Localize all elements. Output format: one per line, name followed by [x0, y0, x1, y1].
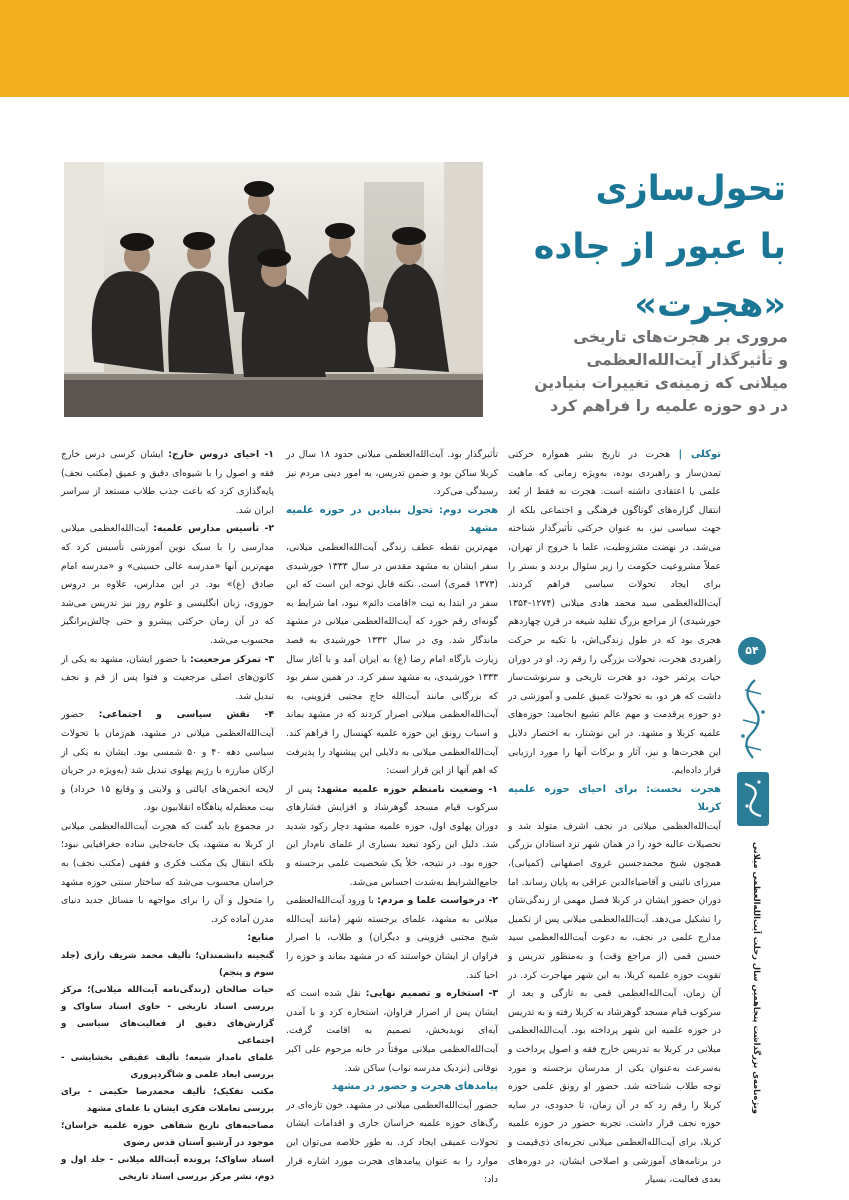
section-heading-consequences: پیامدهای هجرت و حضور در مشهد [331, 1081, 498, 1093]
list-item [286, 985, 498, 1078]
list-item-text: پس از سرکوب قیام مسجد گوهرشاد و افزایش فشارهای دوران پهلوی اول، حوزه علمیه مشهد دچار رکود شدید شد. دلیل این رکود تبعید بسیاری از علمای نام‌دار این حوزه بود. در نتیجه، خلأ یک شخصیت علمی برجسته و جامع‌الشرایط به‌شدت احساس می‌شد. [286, 783, 498, 888]
title-line-2: با عبور از جاده [533, 227, 786, 267]
paragraph-continuation: تأثیرگذار بود. آیت‌الله‌العظمی میلانی حدود ۱۸ سال در کربلا ساکن بود و ضمن تدریس، به امور دینی مردم نیز رسیدگی می‌کرد. [286, 449, 499, 498]
title-line-1: تحول‌سازی [595, 169, 786, 209]
article-subtitle [498, 326, 788, 418]
list-item [61, 651, 274, 707]
list-item-label: ۲- تأسیس مدارس علمیه: [153, 523, 274, 535]
page-number-badge: ۵۴ [738, 637, 766, 665]
subtitle-line-1: مروری بر هجرت‌های تاریخی [573, 328, 788, 346]
paragraph-karbala: آیت‌الله‌العظمی میلانی در نجف اشرف متولد شد و تحصیلات عالیه خود را در همان شهر نزد استادان بزرگی همچون شیخ محمدحسین غروی اصفهانی (کمپانی)، میرزای نائینی و آقاضیاءالدین عراقی به پایان رساند. اما دوران حضور ایشان در کربلا فصل مهمی از زندگی‌شان را تشکیل می‌دهد. آیت‌الله‌العظمی میلانی پس از تکمیل مدارج علمی در نجف، به دعوت آیت‌الله‌العظمی سید حسین قمی (از مراجع وقت) و به‌منظور تدریس و تقویت حوزه علمیه کربلا، به این شهر مهاجرت کرد. در آن زمان، آیت‌الله‌العظمی قمی به تازگی و بعد از سرکوب قیام مسجد گوهرشاد به کربلا رفته و به تدریس در حوزه علمیه این شهر پرداخته بود. آیت‌الله‌العظمی میلانی در کربلا به تدریس خارج فقه و اصول پرداخت و به‌سرعت به‌عنوان یکی از مدرسان برجسته و مورد توجه طلاب شناخته شد. حضور او رونق علمی حوزه کربلا را رقم زد که در آن زمان، تا حدودی، در سایه حوزه نجف قرار داشت. تجربه حضور در حوزه علمیه کربلا، برای آیت‌الله‌العظمی میلانی تجربه‌ای ذی‌قیمت و در برنامه‌های آموزشی و اصلاحی ایشان، در دوره‌های بعدی فعالیت، بسیار [508, 820, 721, 1186]
list-item-label: ۲- درخواست علما و مردم: [377, 895, 498, 907]
section-heading-second-migration: هجرت دوم: تحول بنیادین در حوزه علمیه مشهد [286, 504, 498, 535]
historical-group-photo [64, 162, 483, 417]
list-item-text: نقل شده است که ایشان پس از اصرار فراوان، استخاره کرد و با آمدن آیه‌ای نویدبخش، تصمیم به اقامت گرفت. آیت‌الله‌العظمی میلانی موقتاً در خانه مرحوم علی اکبر نوقانی (نزدیک مدرسه نواب) ساکن شد. [286, 988, 498, 1074]
subtitle-line-2: و تأثیرگذار آیت‌الله‌العظمی [586, 351, 788, 369]
references-list [61, 948, 274, 1186]
section-heading-first-migration: هجرت نخست: برای احیای حوزه علمیه کربلا [508, 783, 721, 814]
reference-item: علمای نامدار شیعه؛ تألیف عقیقی بخشایشی - بررسی ابعاد علمی و شاگردپروری [61, 1053, 274, 1081]
list-item [286, 781, 498, 893]
subtitle-line-4: در دو حوزه علمیه را فراهم کرد [550, 397, 788, 415]
spine-strip [750, 768, 768, 1188]
reference-item: گنجینه دانشمندان؛ تألیف محمد شریف رازی (جلد سوم و پنجم) [61, 951, 274, 979]
list-item-text: با ورود آیت‌الله‌العظمی میلانی به مشهد، علمای برجسته شهر (مانند آیت‌الله شیخ مجتبی قزوینی و دیگران) و طلاب، با اصرار فراوان از ایشان خواستند که در مشهد بماند و حوزه را احیا کند. [286, 895, 498, 981]
list-item-text: حضور آیت‌الله‌العظمی میلانی در مشهد، هم‌زمان با تحولات سیاسی دهه ۴۰ و ۵۰ شمسی بود. ایشان به یکی از ارکان مبارزه با رژیم پهلوی تبدیل شد (به‌ویژه در جریان لایحه انجمن‌های ایالتی و ولایتی و وقایع ۱۵ خرداد) و بیت معظم‌له پناهگاه انقلابیون بود. [61, 709, 274, 814]
list-item-label: ۳- استخاره و تصمیم نهایی: [365, 988, 498, 1000]
reference-item: مکتب تفکیک؛ تألیف محمدرضا حکیمی - برای بررسی تعاملات فکری ایشان با علمای مشهد [61, 1087, 274, 1115]
intro-paragraph [508, 446, 721, 781]
list-item-label: ۱- احیای دروس خارج: [168, 449, 274, 460]
text-column-2 [286, 446, 498, 1190]
reference-item: اسناد ساواک؛ پرونده آیت‌الله میلانی - جلد اول و دوم، نشر مرکز بررسی اسناد تاریخی [61, 1155, 274, 1183]
article-title [494, 160, 786, 334]
paragraph-mashhad: مهم‌ترین نقطه عطف زندگی آیت‌الله‌العظمی میلانی، سفر ایشان به مشهد مقدس در سال ۱۳۳۳ خورشیدی (۱۳۷۳ قمری) است. نکته قابل توجه این است که این سفر در ابتدا به نیت «اقامت دائم» نبود، اما شرایط به گونه‌ای رقم خورد که آیت‌الله‌العظمی میلانی در مشهد ماندگار شد. وی در سال ۱۳۳۲ خورشیدی به قصد زیارت بارگاه امام رضا (ع) به ایران آمد و با آغاز سال ۱۳۳۳ خورشیدی، به مشهد سفر کرد. در همین سفر بود که بزرگانی مانند آیت‌الله حاج مجتبی قزوینی، به آیت‌الله‌العظمی میلانی اصرار کردند که در مشهد بماند و اسباب رونق این حوزه علمیه کهنسال را فراهم کند. آیت‌الله‌العظمی میلانی به دلایلی این پیشنهاد را پذیرفت که اهم آنها از این قرار است: [286, 541, 498, 777]
top-banner [0, 0, 849, 97]
list-item [61, 520, 274, 650]
list-item [61, 706, 274, 818]
subtitle-line-3: میلانی که زمینه‌ی تغییرات بنیادین [534, 374, 788, 392]
intro-text: هجرت در تاریخ بشر همواره حرکتی تمدن‌ساز و راهبردی بوده، به‌ویژه زمانی که ماهیت علمی یا اعتقادی داشته است. هجرت نه فقط از بُعد انتقال گزاره‌های گوناگون فرهنگی و اجتماعی بلکه از جهت سیاسی نیز، به عنوان حرکتی تأثیرگذار شناخته می‌شد. در نهضت مشروطیت، علما با خروج از تهران، عملاً مشروعیت حکومت را زیر سئوال بردند و بستر را برای ایجاد تحولات سیاسی فراهم کردند. آیت‌الله‌العظمی سید محمد هادی میلانی (۱۲۷۴-۱۳۵۴ خورشیدی) از مراجع بزرگ تقلید شیعه در قرن چهاردهم هجری بود که در طول زندگی‌اش، با تکیه بر حرکت راهبردی هجرت، تحولات بزرگی را رقم زد. او در دوران حیات پرثمر خود، دو هجرت تاریخی و سرنوشت‌ساز داشت که هر دو، به تحولات عمیق علمی و آموزشی در دو حوزه پرقدمت و مهم عالم تشیع انجامید: حوزه‌های علمیه کربلا و مشهد. در این نوشتار، به اختصار دلایل این هجرت‌ها و نیز، آثار و برکات آنها را مورد ارزیابی قرار داده‌ایم. [508, 449, 721, 777]
title-line-3: «هجرت» [634, 285, 786, 325]
reference-item: حیات صالحان (زندگی‌نامه آیت‌الله میلانی)؛ مرکز بررسی اسناد تاریخی - حاوی اسناد ساواک و گزارش‌های دقیق از فعالیت‌های سیاسی و اجتماعی [61, 985, 274, 1047]
list-item-text: آیت‌الله‌العظمی میلانی مدارسی را با سبک نوین آموزشی تأسیس کرد که مهم‌ترین آنها «مدرسه عالی حسینی» و «مدرسه امام صادق (ع)» بود. در این مدارس، علاوه بر دروس حوزوی، زبان انگلیسی و علوم روز نیز تدریس می‌شد که در آن زمان حرکتی پیشرو و حتی چالش‌برانگیز محسوب می‌شد. [61, 523, 274, 646]
reference-item: مصاحبه‌های تاریخ شفاهی حوزه علمیه خراسان؛ موجود در آرشیو آستان قدس رضوی [61, 1121, 274, 1149]
text-column-1 [508, 446, 721, 1190]
paragraph-consequences: حضور آیت‌الله‌العظمی میلانی در مشهد، خون تازه‌ای در رگ‌های حوزه علمیه خراسان جاری و اقدامات ایشان تحولات عمیقی ایجاد کرد. به طور خلاصه می‌توان این موارد را به عنوان پیامدهای هجرت مورد اشاره قرار داد: [286, 1099, 498, 1186]
list-item-text: با حضور ایشان، مشهد به یکی از کانون‌های اصلی مرجعیت و فتوا پس از قم و نجف تبدیل شد. [61, 653, 274, 702]
conclusion-paragraph: در مجموع باید گفت که هجرت آیت‌الله‌العظمی میلانی از کربلا به مشهد، یک جابه‌جایی ساده جغرافیایی نبود؛ بلکه انتقال یک مکتب فکری و فقهی (مکتب نجف) به خراسان محسوب می‌شد که ساختار سنتی حوزه مشهد را متحول و آن را برای مواجهه با مسائل جدید دنیای مدرن آماده کرد. [61, 820, 274, 925]
author-lead: توکلی | [678, 449, 721, 460]
list-item-label: ۳- تمرکز مرجعیت: [190, 653, 274, 665]
list-item-label: ۱- وضعیت نامنظم حوزه علمیه مشهد: [317, 783, 498, 795]
list-item [61, 446, 274, 520]
references-title: منابع: [247, 932, 274, 944]
magazine-tagline: ویژه‌نامه‌ی بزرگداشت پنجاهمین سال رحلت آیت‌الله‌العظمی میلانی [752, 842, 762, 1114]
text-column-3 [61, 446, 274, 1186]
logo-text [533, 672, 534, 673]
list-item [286, 892, 498, 985]
list-item-label: ۴- نقش سیاسی و اجتماعی: [98, 709, 274, 721]
list-item-text: ایشان کرسی درس خارج فقه و اصول را با شیوه‌ای دقیق و عمیق (مکتب نجف) پایه‌گذاری کرد که باعث جذب طلاب مستعد از سراسر ایران شد. [61, 449, 274, 516]
